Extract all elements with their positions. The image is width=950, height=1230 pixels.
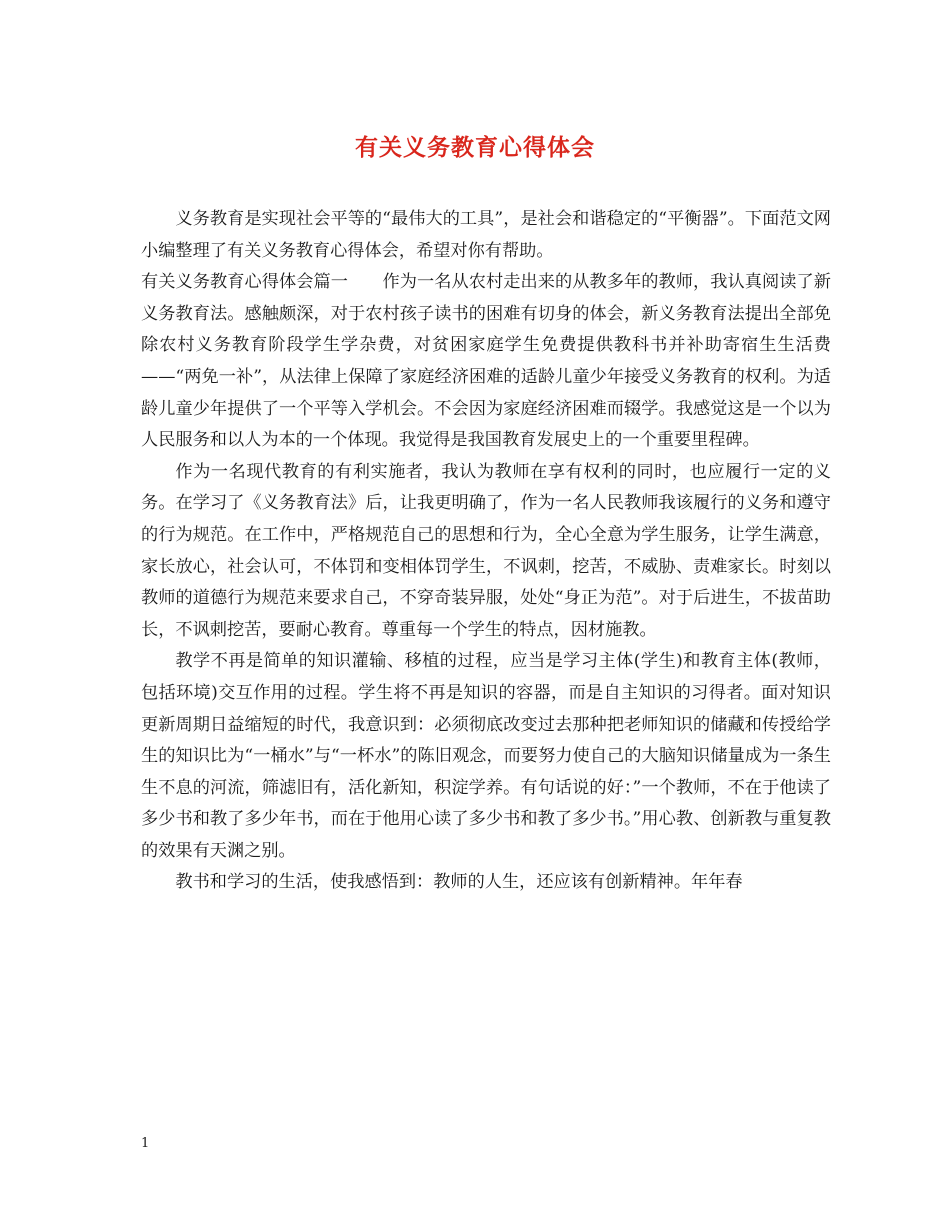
paragraph-part-one: 有关义务教育心得体会篇一 作为一名从农村走出来的从教多年的教师，我认真阅读了新义务教育法。感触颇深，对于农村孩子读书的困难有切身的体会，新义务教育法提出全部免除农村义务教育阶段学生学杂费，对贫困家庭学生免费提供教科书并补助寄宿生生活费——“两免一补”，从法律上保障了家庭经济困难的适龄儿童少年接受义务教育的权利。为适龄儿童少年提供了一个平等入学机会。不会因为家庭经济困难而辍学。我感觉这是一个以为人民服务和以人为本的一个体现。我觉得是我国教育发展史上的一个重要里程碑。 <box>141 272 831 451</box>
paragraph-intro: 义务教育是实现社会平等的“最伟大的工具”，是社会和谐稳定的“平衡器”。下面范文网小编整理了有关义务教育心得体会，希望对你有帮助。 <box>141 209 831 261</box>
paragraph-innovation: 教书和学习的生活，使我感悟到：教师的人生，还应该有创新精神。年年春 <box>175 872 743 893</box>
paragraph-teacher-duty: 作为一名现代教育的有利实施者，我认为教师在享有权利的同时，也应履行一定的义务。在学习了《义务教育法》后，让我更明确了，作为一名人民教师我该履行的义务和遵守的行为规范。在工作中，严格规范自己的思想和行为，全心全意为学生服务，让学生满意，家长放心，社会认可，不体罚和变相体罚学生，不讽刺，挖苦，不威胁、责难家长。时刻以教师的道德行为规范来要求自己，不穿奇装异服，处处“身正为范”。对于后进生，不拔苗助长，不讽刺挖苦，要耐心教育。尊重每一个学生的特点，因材施教。 <box>141 461 831 640</box>
document-title: 有关义务教育心得体会 <box>355 134 595 161</box>
page-number: 1 <box>141 1136 150 1151</box>
paragraph-teaching-process: 教学不再是简单的知识灌输、移植的过程，应当是学习主体(学生)和教育主体(教师，包括环境)交互作用的过程。学生将不再是知识的容器，而是自主知识的习得者。面对知识更新周期日益缩短的时代，我意识到：必须彻底改变过去那种把老师知识的储藏和传授给学生的知识比为“一桶水”与“一杯水”的陈旧观念，而要努力使自己的大脑知识储量成为一条生生不息的河流，筛滤旧有，活化新知，积淀学养。有句话说的好：”一个教师，不在于他读了多少书和教了多少年书，而在于他用心读了多少书和教了多少书。”用心教、创新教与重复教的效果有天渊之别。 <box>141 651 831 861</box>
document-body <box>141 204 831 899</box>
